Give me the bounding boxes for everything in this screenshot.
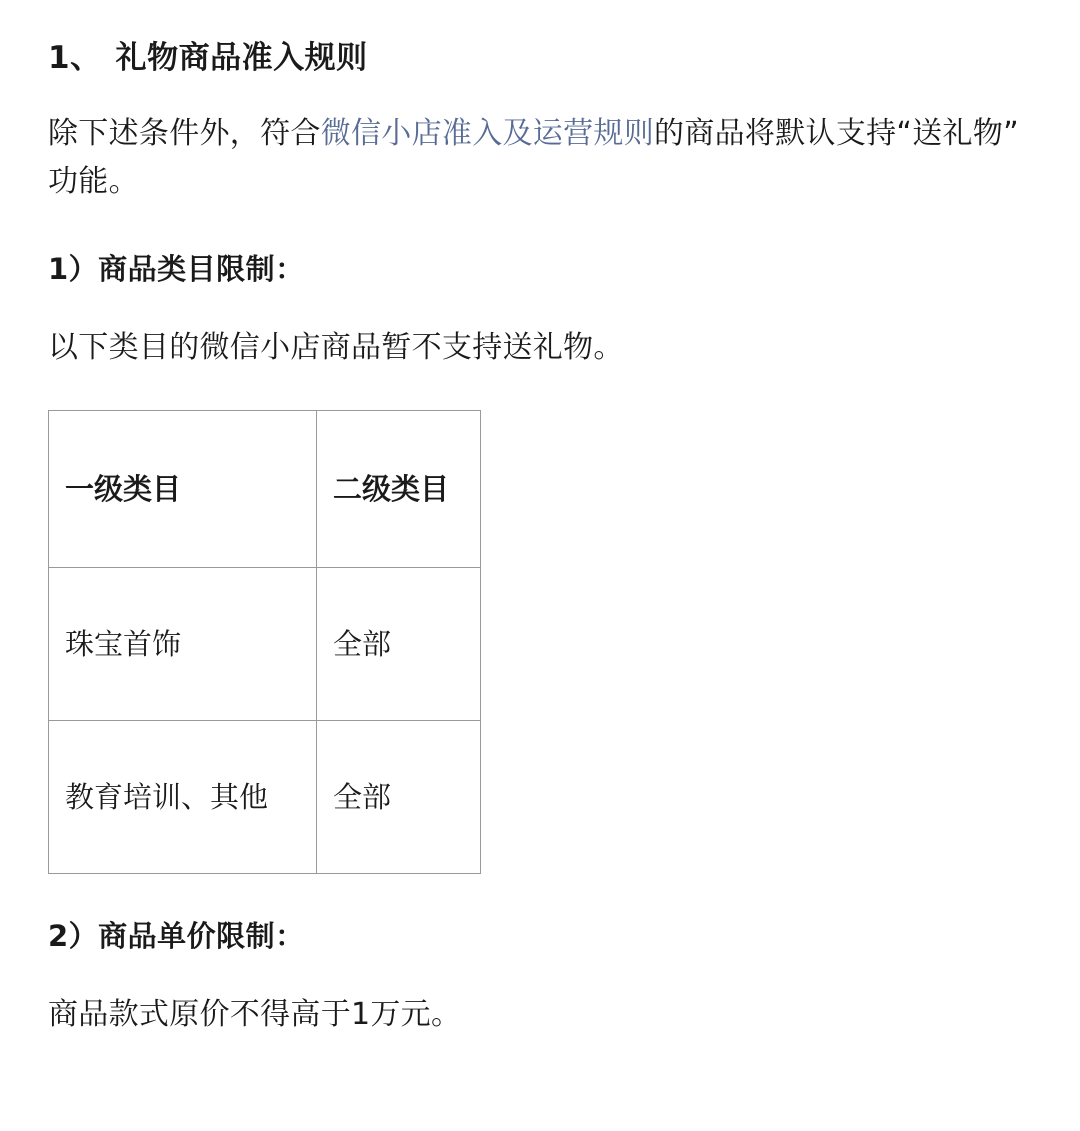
bottom-spacer bbox=[48, 1039, 1040, 1055]
table-cell-primary-category: 教育培训、其他 bbox=[49, 721, 317, 874]
intro-text-after-link: 的商品将默认支持“送礼物”功能。 bbox=[48, 115, 1019, 200]
wechat-store-rules-link[interactable]: 微信小店准入及运营规则 bbox=[320, 115, 655, 151]
section-title: 礼物商品准入规则 bbox=[115, 40, 368, 76]
rule1-paragraph: 以下类目的微信小店商品暂不支持送礼物。 bbox=[48, 329, 624, 365]
table-row bbox=[49, 721, 481, 874]
intro-paragraph bbox=[48, 110, 1040, 207]
rule2-paragraph: 商品款式原价不得高于1万元。 bbox=[48, 996, 462, 1032]
intro-text-before-link: 除下述条件外，符合 bbox=[48, 115, 321, 151]
table-row bbox=[49, 568, 481, 721]
rule1-heading: 1）商品类目限制： bbox=[48, 252, 305, 287]
table-header-secondary-category: 二级类目 bbox=[317, 411, 481, 568]
restricted-category-table bbox=[48, 410, 481, 874]
category-table-wrapper bbox=[48, 410, 1040, 874]
section-heading bbox=[48, 38, 1040, 80]
rule2-heading: 2）商品单价限制： bbox=[48, 919, 305, 954]
section-number: 1、 bbox=[48, 40, 102, 76]
table-header-primary-category: 一级类目 bbox=[49, 411, 317, 568]
table-header-row bbox=[49, 411, 481, 568]
table-cell-primary-category: 珠宝首饰 bbox=[49, 568, 317, 721]
table-cell-secondary-category: 全部 bbox=[317, 568, 481, 721]
table-cell-secondary-category: 全部 bbox=[317, 721, 481, 874]
